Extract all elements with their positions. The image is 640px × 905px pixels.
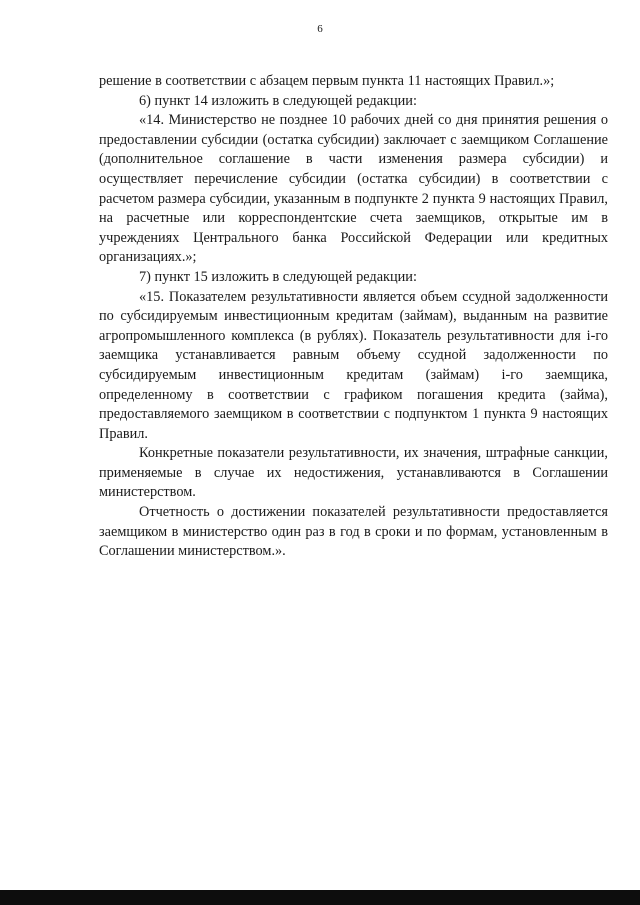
document-body [99, 72, 608, 562]
paragraph-item-7-heading: 7) пункт 15 изложить в следующей редакции: [139, 268, 417, 285]
paragraph-item-6-heading: 6) пункт 14 изложить в следующей редакции: [139, 92, 417, 109]
paragraph-continuation: решение в соответствии с абзацем первым пункта 11 настоящих Правил.»; [99, 73, 555, 89]
scan-bottom-edge [0, 890, 640, 905]
page-number: 6 [317, 23, 323, 35]
paragraph-performance-indicators: Конкретные показатели результативности, их значения, штрафные санкции, применяемые в случае их недостижения, устанавливаются в Соглашении министерством. [99, 445, 608, 501]
paragraph-point-15-text: «15. Показателем результативности является объем ссудной задолженности по субсидируемым инвестиционным кредитам (займам), выданным на развитие агропромышленного комплекса (в рублях). Показатель результативности для i-го заемщика устанавливается равным объему ссудной задолженности по субсидируемым инвестиционным кредитам (займам) i-го заемщика, определенному в соответствии с графиком погашения кредита (займа), предоставляемого заемщиком в соответствии с подпунктом 1 пункта 9 настоящих Правил. [99, 288, 608, 442]
paragraph-point-14-text: «14. Министерство не позднее 10 рабочих дней со дня принятия решения о предоставлении субсидии (остатка субсидии) заключает с заемщиком Соглашение (дополнительное соглашение в части изменения размера субсидии) и осуществляет перечисление субсидии (остатка субсидии) в соответствии с расчетом размера субсидии, указанным в подпункте 2 пункта 9 настоящих Правил, на расчетные или корреспондентские счета заемщиков, открытые им в учреждениях Центрального банка Российской Федерации или кредитных организациях.»; [99, 112, 608, 266]
paragraph-reporting: Отчетность о достижении показателей результативности предоставляется заемщиком в министерство один раз в год в сроки и по формам, установленным в Соглашении министерством.». [99, 504, 608, 560]
